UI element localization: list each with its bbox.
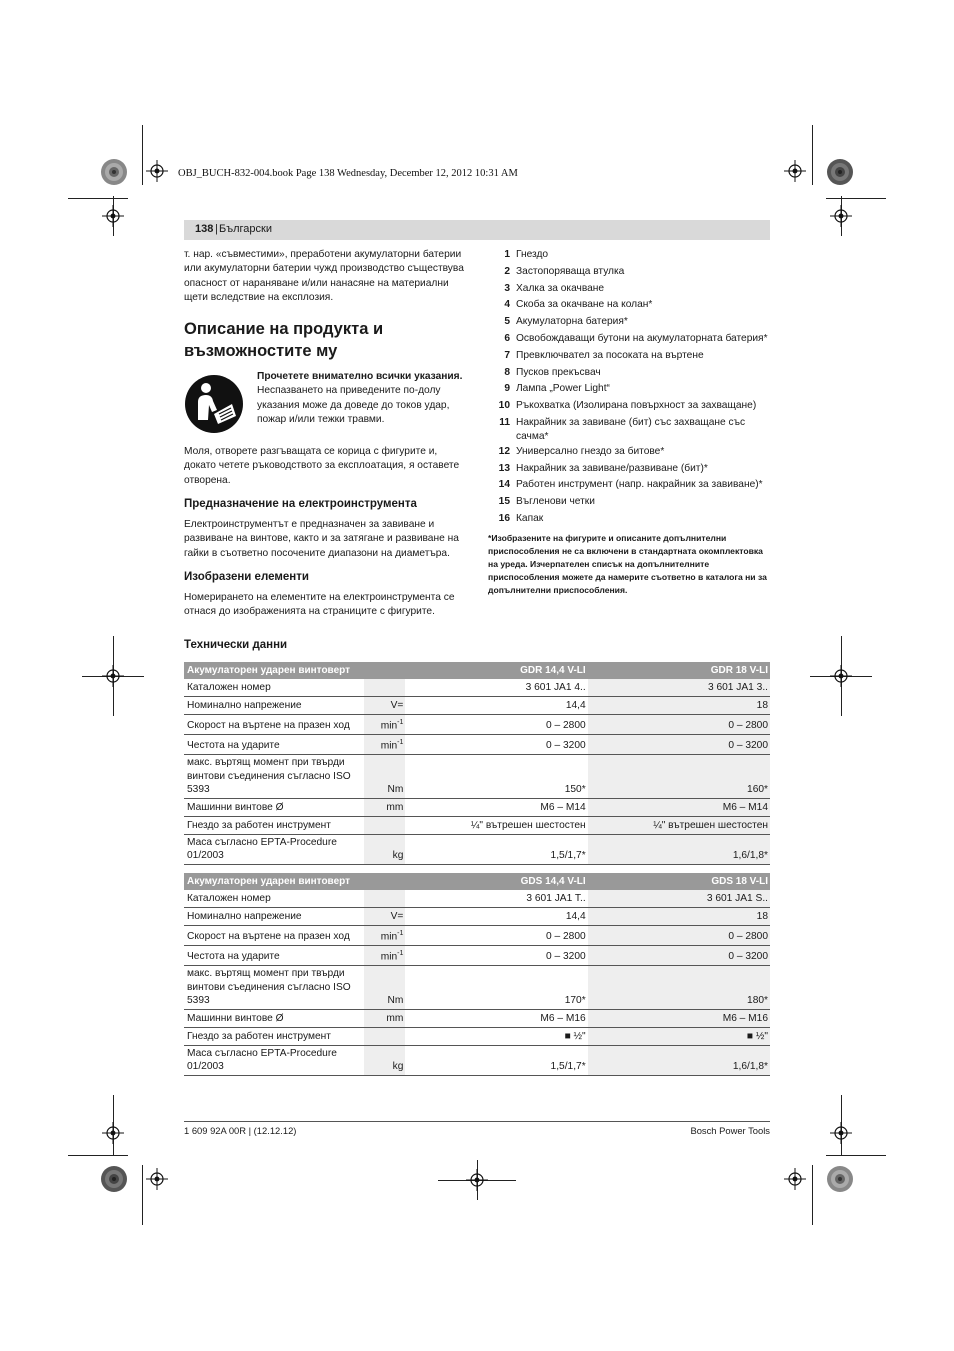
table-header-row: Акумулаторен ударен винтоверт GDS 14,4 V-LI GDS 18 V-LI — [184, 873, 770, 890]
table-row: Маса съгласно EPTA-Procedure 01/2003 kg 1,5/1,7* 1,6/1,8* — [184, 1045, 770, 1075]
read-manual-icon — [184, 374, 244, 434]
list-item: 10 Ръкохватка (Изолирана повърхност за захващане) — [498, 400, 757, 412]
list-item: 3 Халка за окачване — [504, 282, 605, 294]
registration-target-icon — [102, 665, 124, 687]
warning-body: Неспазването на приведените по-долу указания може да доведе до токов удар, пожар и/или тежки травми. — [257, 385, 450, 426]
registration-target-icon — [784, 1168, 806, 1190]
color-registration-rosette-icon — [100, 158, 128, 186]
registration-target-icon — [830, 665, 852, 687]
table-row: Машинни винтове Ø mm M6 – M14 M6 – M14 — [184, 798, 770, 816]
registration-target-icon — [102, 1122, 124, 1144]
registration-target-icon — [466, 1169, 488, 1191]
color-registration-rosette-icon — [100, 1165, 128, 1193]
registration-target-icon — [784, 160, 806, 182]
list-item: 15 Въгленови четки — [498, 496, 595, 508]
registration-target-icon — [830, 1122, 852, 1144]
table-row: Каталожен номер 3 601 JA1 4.. 3 601 JA1 3.. — [184, 679, 770, 697]
components-footnote: *Изобразените на фигурите и описаните допълнителни приспособления не са включени в стандартната окомплектовка на уреда. Изчерпателен списък на допълнителните приспособления можете да намерите съответно в каталога ни за допълнителни приспособления. — [488, 532, 767, 595]
table-row: Скорост на въртене на празен ход $\min^{-1}$ 0 – 2800 0 – 2800 — [184, 715, 770, 735]
table-row: Маса съгласно EPTA-Procedure 01/2003 kg 1,5/1,7* 1,6/1,8* — [184, 834, 770, 864]
list-item: 6 Освобождаващи бутони на акумулаторната батерия* — [504, 332, 768, 344]
table-row: Машинни винтове Ø mm M6 – M16 M6 – M16 — [184, 1009, 770, 1027]
footer-doc-number: 1 609 92A 00R | (12.12.12) — [184, 1125, 297, 1136]
print-info: OBJ_BUCH-832-004.book Page 138 Wednesday, December 12, 2012 10:31 AM — [178, 168, 518, 179]
table-row: Номинално напрежение V= 14,4 18 — [184, 697, 770, 715]
intended-use-text: Електроинструментът е предназначен за завиване и развиване на винтове, както и за затягане и развиване на гайки в съответно посочените диапазони на диаметъра. — [184, 519, 459, 559]
list-item: 4 Скоба за окачване на колан* — [504, 299, 653, 311]
page-header — [184, 220, 770, 240]
intended-use-title: Предназначение на електроинструмента — [184, 498, 417, 510]
color-registration-rosette-icon — [826, 158, 854, 186]
warning-text — [257, 370, 467, 428]
language-label: Български — [219, 223, 272, 235]
color-registration-rosette-icon — [826, 1165, 854, 1193]
spec-table-gds — [184, 873, 770, 1076]
table-row: Честота на ударите $\min^{-1}$ 0 – 3200 0 – 3200 — [184, 945, 770, 965]
table-row: Каталожен номер 3 601 JA1 T.. 3 601 JA1 S.. — [184, 890, 770, 908]
registration-target-icon — [146, 1168, 168, 1190]
list-item: 12 Универсално гнездо за битове* — [498, 445, 665, 457]
list-item: 13 Накрайник за завиване/развиване (бит)* — [498, 462, 708, 474]
fold-note: Моля, отворете разгъващата се корица с фигурите и, докато четете ръководството за експлоатация, я оставете отворена. — [184, 446, 460, 486]
list-item: 9 Лампа „Power Light“ — [504, 383, 610, 395]
list-item: 11 Накрайник за завиване (бит) със захващане със сачма* — [499, 416, 746, 443]
list-item: 1 Гнездо — [504, 249, 549, 260]
registration-target-icon — [830, 205, 852, 227]
header-separator: | — [215, 223, 218, 235]
list-item: 16 Капак — [498, 512, 544, 524]
components-text: Номерирането на елементите на електроинструмента се отнася до изображенията на страниците с фигурите. — [184, 592, 455, 618]
spec-table-gdr — [184, 662, 770, 865]
table-row: Гнездо за работен инструмент ■ ½" ■ ½" — [184, 1027, 770, 1045]
list-item: 7 Превключвател за посоката на въртене — [504, 349, 704, 361]
table-row: макс. въртящ момент при твърди винтови съединения съгласно ISO 5393 Nm 170* 180* — [184, 965, 770, 1009]
table-row: Номинално напрежение V= 14,4 18 — [184, 908, 770, 926]
section-title: Описание на продукта и възможностите му — [184, 320, 384, 360]
table-row: Гнездо за работен инструмент ¼" вътрешен шестостен ¼" вътрешен шестостен — [184, 816, 770, 834]
page-number: 138 — [195, 223, 214, 235]
warning-heading: Прочетете внимателно всички указания. — [257, 371, 463, 382]
tech-data-title: Технически данни — [184, 639, 288, 651]
components-title: Изобразени елементи — [184, 571, 309, 583]
footer-brand: Bosch Power Tools — [690, 1125, 770, 1136]
table-row: Скорост на въртене на празен ход $\min^{-1}$ 0 – 2800 0 – 2800 — [184, 926, 770, 946]
list-item: 8 Пусков прекъсвач — [504, 366, 601, 378]
footer-divider — [184, 1121, 770, 1122]
table-row: Честота на ударите $\min^{-1}$ 0 – 3200 0 – 3200 — [184, 734, 770, 754]
list-item: 14 Работен инструмент (напр. накрайник за завиване)* — [498, 479, 763, 491]
list-item: 2 Застопоряваща втулка — [504, 265, 625, 277]
table-row: макс. въртящ момент при твърди винтови съединения съгласно ISO 5393 Nm 150* 160* — [184, 754, 770, 798]
table-header-row: Акумулаторен ударен винтоверт GDR 14,4 V-LI GDR 18 V-LI — [184, 662, 770, 679]
registration-target-icon — [102, 205, 124, 227]
list-item: 5 Акумулаторна батерия* — [504, 316, 628, 328]
component-list — [488, 248, 770, 597]
registration-target-icon — [146, 160, 168, 182]
intro-paragraph: т. нар. «съвместими», преработени акумулаторни батерии или акумулаторни батерии чужд производство съществува опасност от нараняване и/или нанасяне на материални щети вследствие на експлозия. — [184, 249, 464, 304]
